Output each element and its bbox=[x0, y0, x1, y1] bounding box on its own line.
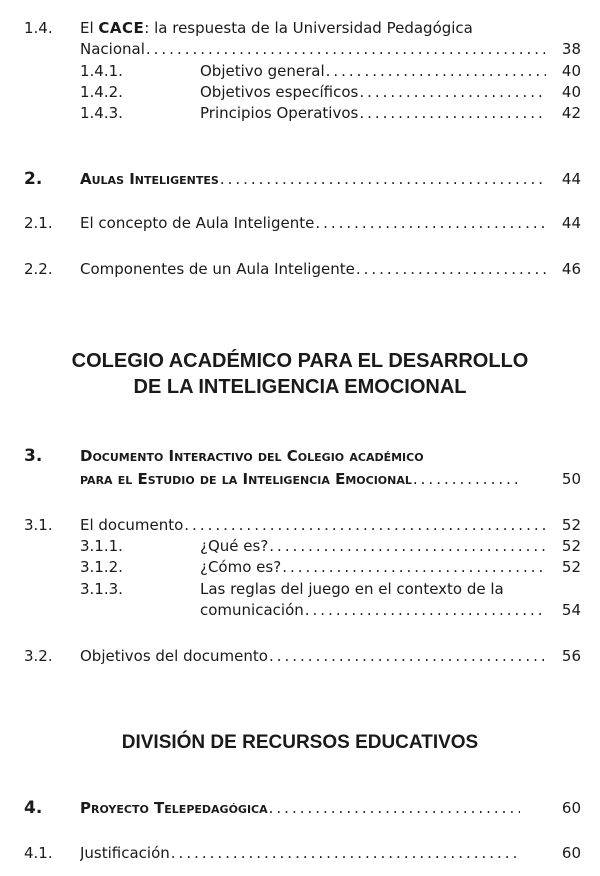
entry-title: Justificación bbox=[80, 844, 170, 862]
cace-brand: CACE bbox=[98, 19, 145, 37]
entry-title: ¿Cómo es? bbox=[200, 558, 282, 576]
entry-title: Las reglas del juego en el contexto de la bbox=[200, 580, 504, 598]
entry-page: 42 bbox=[561, 104, 581, 122]
entry-title: Documento Interactivo del Colegio académico bbox=[80, 447, 424, 465]
entry-number: 4. bbox=[24, 798, 43, 818]
entry-title: Objetivos del documento bbox=[80, 647, 268, 665]
entry-title: Objetivos específicos bbox=[200, 83, 359, 101]
entry-title: ¿Qué es? bbox=[200, 537, 269, 555]
entry-page: 50 bbox=[561, 470, 581, 488]
entry-number: 3.1.2. bbox=[80, 558, 123, 576]
entry-title: Aulas Inteligentes bbox=[80, 170, 219, 188]
entry-page: 60 bbox=[561, 844, 581, 862]
entry-number: 2. bbox=[24, 169, 43, 189]
entry-number: 3.2. bbox=[24, 647, 53, 665]
entry-page: 52 bbox=[561, 516, 581, 534]
entry-number: 3.1.3. bbox=[80, 580, 123, 598]
entry-title: El documento bbox=[80, 516, 184, 534]
entry-title: Principios Operativos bbox=[200, 104, 359, 122]
entry-number: 3.1. bbox=[24, 516, 53, 534]
entry-title-cont: comunicación bbox=[200, 601, 304, 619]
entry-page: 54 bbox=[561, 601, 581, 619]
entry-page: 44 bbox=[561, 214, 581, 232]
entry-page: 40 bbox=[561, 62, 581, 80]
entry-page: 38 bbox=[561, 40, 581, 58]
entry-title-cont: para el Estudio de la Inteligencia Emocional bbox=[80, 470, 412, 488]
entry-page: 46 bbox=[561, 260, 581, 278]
entry-number: 3.1.1. bbox=[80, 537, 123, 555]
entry-title-cont: Nacional bbox=[80, 40, 145, 58]
section-heading-colegio-line2: DE LA INTELIGENCIA EMOCIONAL bbox=[133, 376, 467, 398]
entry-page: 52 bbox=[561, 537, 581, 555]
entry-page: 56 bbox=[561, 647, 581, 665]
entry-title: Proyecto Telepedagógica bbox=[80, 799, 268, 817]
section-heading-colegio: COLEGIO ACADÉMICO PARA EL DESARROLLO bbox=[71, 350, 529, 372]
entry-number: 1.4.3. bbox=[80, 104, 123, 122]
entry-title: El CACE: la respuesta de la Universidad Pedagógica bbox=[80, 19, 473, 37]
entry-number: 2.1. bbox=[24, 214, 53, 232]
entry-number: 1.4. bbox=[24, 19, 53, 37]
entry-page: 40 bbox=[561, 83, 581, 101]
entry-title: El concepto de Aula Inteligente bbox=[80, 214, 315, 232]
entry-number: 3. bbox=[24, 446, 43, 466]
entry-number: 1.4.2. bbox=[80, 83, 123, 101]
entry-page: 60 bbox=[561, 799, 581, 817]
entry-title: Objetivo general bbox=[200, 62, 325, 80]
entry-page: 44 bbox=[561, 170, 581, 188]
section-heading-division: DIVISIÓN DE RECURSOS EDUCATIVOS bbox=[121, 732, 479, 753]
entry-title: Componentes de un Aula Inteligente bbox=[80, 260, 355, 278]
entry-number: 1.4.1. bbox=[80, 62, 123, 80]
entry-number: 2.2. bbox=[24, 260, 53, 278]
entry-number: 4.1. bbox=[24, 844, 53, 862]
entry-page: 52 bbox=[561, 558, 581, 576]
